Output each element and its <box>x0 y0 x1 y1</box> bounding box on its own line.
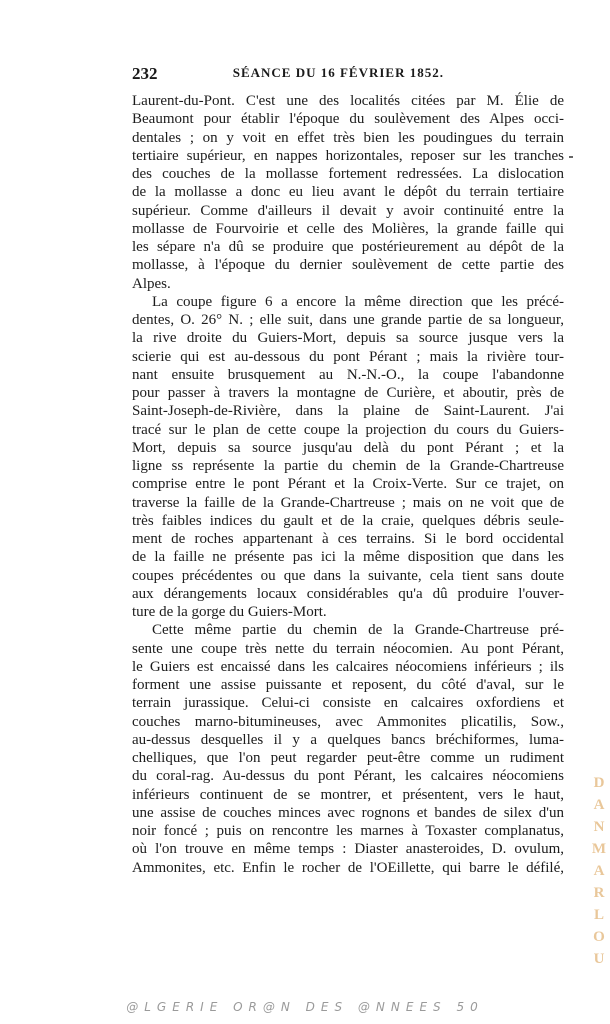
text-line: sente une coupe très nette du terrain néocomien. Au pont Pérant, <box>132 640 564 657</box>
body-text <box>132 92 564 877</box>
text-line: comprise entre le pont Pérant et la Croix-Verte. Sur ce trajet, on <box>132 476 564 493</box>
text-line: La coupe figure 6 a encore la même direction que les précé- <box>152 293 564 310</box>
text-line: forment une assise puissante et reposent, du côté d'aval, sur le <box>132 677 564 693</box>
page-number: 232 <box>132 64 158 83</box>
text-line: traverse la faille de la Grande-Chartreuse ; mais on ne voit que de <box>132 494 564 511</box>
text-line: supérieur. Comme d'ailleurs il devait y avoir continuité entre la <box>132 202 564 219</box>
text-line: Alpes. <box>132 275 171 292</box>
text-line: de la mollasse a donc eu lieu avant le dépôt du terrain tertiaire <box>132 184 564 201</box>
text-line: au-dessus desquelles il y a quelques bancs bréchiformes, luma- <box>132 731 564 748</box>
text-line: tertiaire supérieur, en nappes horizontales, reposer sur les tranches <box>132 147 564 164</box>
text-line: terrain jurassique. Celui-ci consiste en calcaires oxfordiens et <box>132 695 564 712</box>
text-line: dentes, O. 26° N. ; elle suit, dans une grande partie de sa longueur, <box>132 312 564 328</box>
text-line: les sépare n'a dû se produire que postérieurement au dépôt de la <box>132 239 564 255</box>
text-line: tracé sur le plan de cette coupe la projection du cours du Guiers- <box>132 421 564 438</box>
text-line: des couches de la mollasse fortement redressées. La dislocation <box>132 166 564 182</box>
stamp-letter: L <box>593 907 604 923</box>
text-line: Saint-Joseph-de-Rivière, dans la plaine de Saint-Laurent. J'ai <box>132 403 564 420</box>
text-line: dentales ; on y voit en effet très bien les poudingues du terrain <box>132 129 564 146</box>
text-line: mollasse, à l'époque du dernier soulèvement de cette partie des <box>132 257 564 274</box>
stamp-letter: M <box>591 841 607 857</box>
stamp-letter: A <box>593 797 605 813</box>
text-line: noir foncé ; puis on rencontre les marnes à Toxaster complanatus, <box>132 823 564 839</box>
text-line: où l'on trouve en même temps : Diaster anasteroides, D. ovulum, <box>132 841 564 858</box>
text-line: très faibles indices du gault et de la craie, quelques débris seule- <box>132 512 564 529</box>
text-line: couches marno-bitumineuses, avec Ammonites plicatilis, Sow., <box>132 713 564 730</box>
text-line: coupes précédentes ou que dans la suivante, cela tient sans doute <box>132 567 564 584</box>
text-line: Mort, depuis sa source jusqu'au delà du pont Pérant ; et la <box>132 439 564 456</box>
text-line: Cette même partie du chemin de la Grande-Chartreuse pré- <box>152 622 564 639</box>
running-head: SÉANCE DU 16 FÉVRIER 1852. <box>232 65 444 80</box>
stamp-letter: U <box>593 951 605 967</box>
page-header <box>132 64 444 84</box>
text-line: de la faille ne présente pas ici la même disposition que dans les <box>132 549 564 566</box>
text-line: une assise de couches minces avec rognons et bandes de silex d'un <box>132 804 564 821</box>
stamp-letter: N <box>593 819 605 835</box>
text-line: inférieurs continuent de se montrer, et présentent, vers le haut, <box>132 786 564 803</box>
text-line: chelliques, que l'on peut regarder peut-être comme un rudiment <box>132 750 564 766</box>
stamp-letter: D <box>593 775 605 791</box>
text-line: pour passer à travers la montagne de Curière, et aboutir, près de <box>132 385 564 401</box>
text-line: ture de la gorge du Guiers-Mort. <box>132 604 327 620</box>
text-line: aux dérangements locaux considérables qu'a dû produire l'ouver- <box>132 585 564 602</box>
text-line: scierie qui est au-dessous du pont Pérant ; mais la rivière tour- <box>132 348 564 365</box>
stamp-letter: O <box>593 929 605 945</box>
text-line: le Guiers est encaissé dans les calcaires néocomiens inférieurs ; ils <box>132 658 564 675</box>
stamp-letter: R <box>593 885 605 901</box>
margin-mark <box>569 156 573 158</box>
text-line: du coral-rag. Au-dessus du pont Pérant, les calcaires néocomiens <box>132 768 564 785</box>
text-line: mollasse de Fourvoirie et celle des Molières, la grande faille qui <box>132 220 564 237</box>
text-line: Laurent-du-Pont. C'est une des localités citées par M. Élie de <box>132 93 564 109</box>
text-line: ment de roches appartenant à ces terrains. Si le bord occidental <box>132 531 564 547</box>
stamp-letter: A <box>593 863 605 879</box>
text-line: la rive droite du Guiers-Mort, depuis sa source jusque vers la <box>132 330 564 347</box>
text-line: Beaumont pour établir l'époque du soulèvement des Alpes occi- <box>132 111 564 128</box>
footer-watermark: @LGERIE OR@N DES @NNEES 50 <box>126 1000 484 1014</box>
text-line: ligne ss représente la partie du chemin de la Grande-Chartreuse <box>132 458 564 474</box>
text-line: nant ensuite brusquement au N.-N.-O., la coupe l'abandonne <box>132 366 564 383</box>
text-line: Ammonites, etc. Enfin le rocher de l'OEillette, qui barre le défilé, <box>132 859 564 876</box>
vertical-stamp <box>590 772 608 1012</box>
